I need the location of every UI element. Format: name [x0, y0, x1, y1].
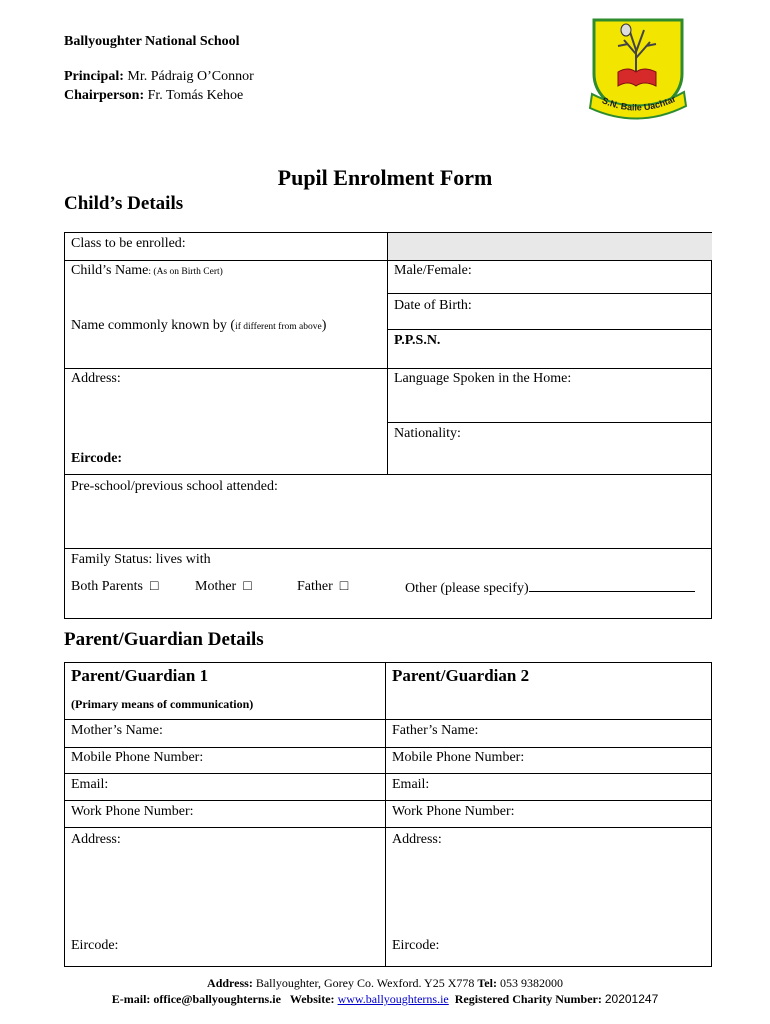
date-of-birth-label: Date of Birth: — [394, 298, 472, 313]
parent-guardian-table — [64, 662, 712, 967]
family-status-label: Family Status: lives with — [71, 552, 211, 567]
footer-charity-label: Registered Charity Number: — [454, 992, 602, 1006]
known-by-note: if different from above — [235, 322, 322, 332]
class-enrolled-shaded-cell[interactable] — [388, 233, 712, 260]
g1-work-phone-label: Work Phone Number: — [71, 804, 194, 819]
fathers-name-label: Father’s Name: — [392, 723, 479, 738]
father-option[interactable] — [297, 579, 348, 595]
other-option[interactable] — [405, 579, 695, 597]
footer-email[interactable]: office@ballyoughterns.ie — [153, 992, 281, 1006]
childs-name-text: Child’s Name — [71, 263, 149, 278]
eircode-label: Eircode: — [71, 451, 123, 466]
footer-tel-label: Tel: — [477, 976, 497, 990]
principal-label: Principal: — [64, 69, 124, 84]
g2-work-phone-label: Work Phone Number: — [392, 804, 515, 819]
both-parents-checkbox[interactable]: □ — [149, 579, 159, 594]
address-label: Address: — [71, 371, 121, 386]
male-female-label: Male/Female: — [394, 263, 472, 278]
g1-email-label: Email: — [71, 777, 109, 792]
other-label: Other (please specify) — [405, 581, 529, 596]
chairperson-name: Fr. Tomás Kehoe — [147, 88, 244, 103]
g2-address-label: Address: — [392, 832, 442, 847]
father-label: Father — [297, 579, 333, 594]
guardian-1-heading: Parent/Guardian 1 — [71, 666, 209, 685]
language-label: Language Spoken in the Home: — [394, 371, 572, 386]
footer-website-label: Website: — [289, 992, 335, 1006]
known-by-label — [71, 318, 326, 334]
other-specify-line[interactable] — [529, 579, 695, 592]
guardian-2-heading: Parent/Guardian 2 — [392, 666, 530, 685]
chairperson-line — [64, 88, 243, 104]
school-name: Ballyoughter National School — [64, 34, 240, 49]
g2-eircode-label: Eircode: — [392, 938, 440, 953]
g1-eircode-label: Eircode: — [71, 938, 119, 953]
chairperson-label: Chairperson: — [64, 88, 145, 103]
childs-name-note: : (As on Birth Cert) — [148, 267, 223, 277]
childs-name-label — [71, 263, 223, 279]
g2-email-label: Email: — [392, 777, 430, 792]
class-enrolled-label: Class to be enrolled: — [71, 236, 186, 251]
g2-mobile-label: Mobile Phone Number: — [392, 750, 525, 765]
footer-tel: 053 9382000 — [499, 976, 563, 990]
g1-mobile-label: Mobile Phone Number: — [71, 750, 204, 765]
parent-guardian-heading: Parent/Guardian Details — [64, 629, 264, 650]
known-by-text: Name commonly known by ( — [71, 318, 236, 333]
crest-banner-text: S.N. Baile Uachtar — [600, 93, 678, 113]
mothers-name-label: Mother’s Name: — [71, 723, 163, 738]
both-parents-option[interactable] — [71, 579, 158, 595]
footer-address-line — [0, 976, 770, 991]
mother-checkbox[interactable]: □ — [243, 579, 252, 594]
father-checkbox[interactable]: □ — [339, 579, 349, 594]
childs-details-heading: Child’s Details — [64, 193, 184, 214]
primary-communication-note: (Primary means of communication) — [71, 697, 254, 711]
school-crest-logo — [586, 14, 690, 126]
both-parents-label: Both Parents — [71, 579, 143, 594]
g1-address-label: Address: — [71, 832, 121, 847]
principal-name: Mr. Pádraig O’Connor — [127, 69, 254, 84]
nationality-label: Nationality: — [394, 426, 461, 441]
mother-option[interactable] — [195, 579, 252, 595]
footer-contact-line — [0, 992, 770, 1007]
ppsn-label: P.P.S.N. — [394, 333, 441, 348]
footer-address: Ballyoughter, Gorey Co. Wexford. Y25 X778 — [255, 976, 475, 990]
footer-website-link[interactable]: www.ballyoughterns.ie — [337, 992, 449, 1006]
known-by-close: ) — [321, 318, 327, 333]
mother-label: Mother — [195, 579, 237, 594]
preschool-label: Pre-school/previous school attended: — [71, 479, 278, 494]
footer-email-label: E-mail: — [111, 992, 151, 1006]
footer-address-label: Address: — [207, 976, 253, 990]
childs-details-table — [64, 232, 712, 619]
principal-line — [64, 69, 254, 85]
footer-charity-number: 20201247 — [604, 992, 659, 1006]
form-title: Pupil Enrolment Form — [277, 165, 493, 190]
